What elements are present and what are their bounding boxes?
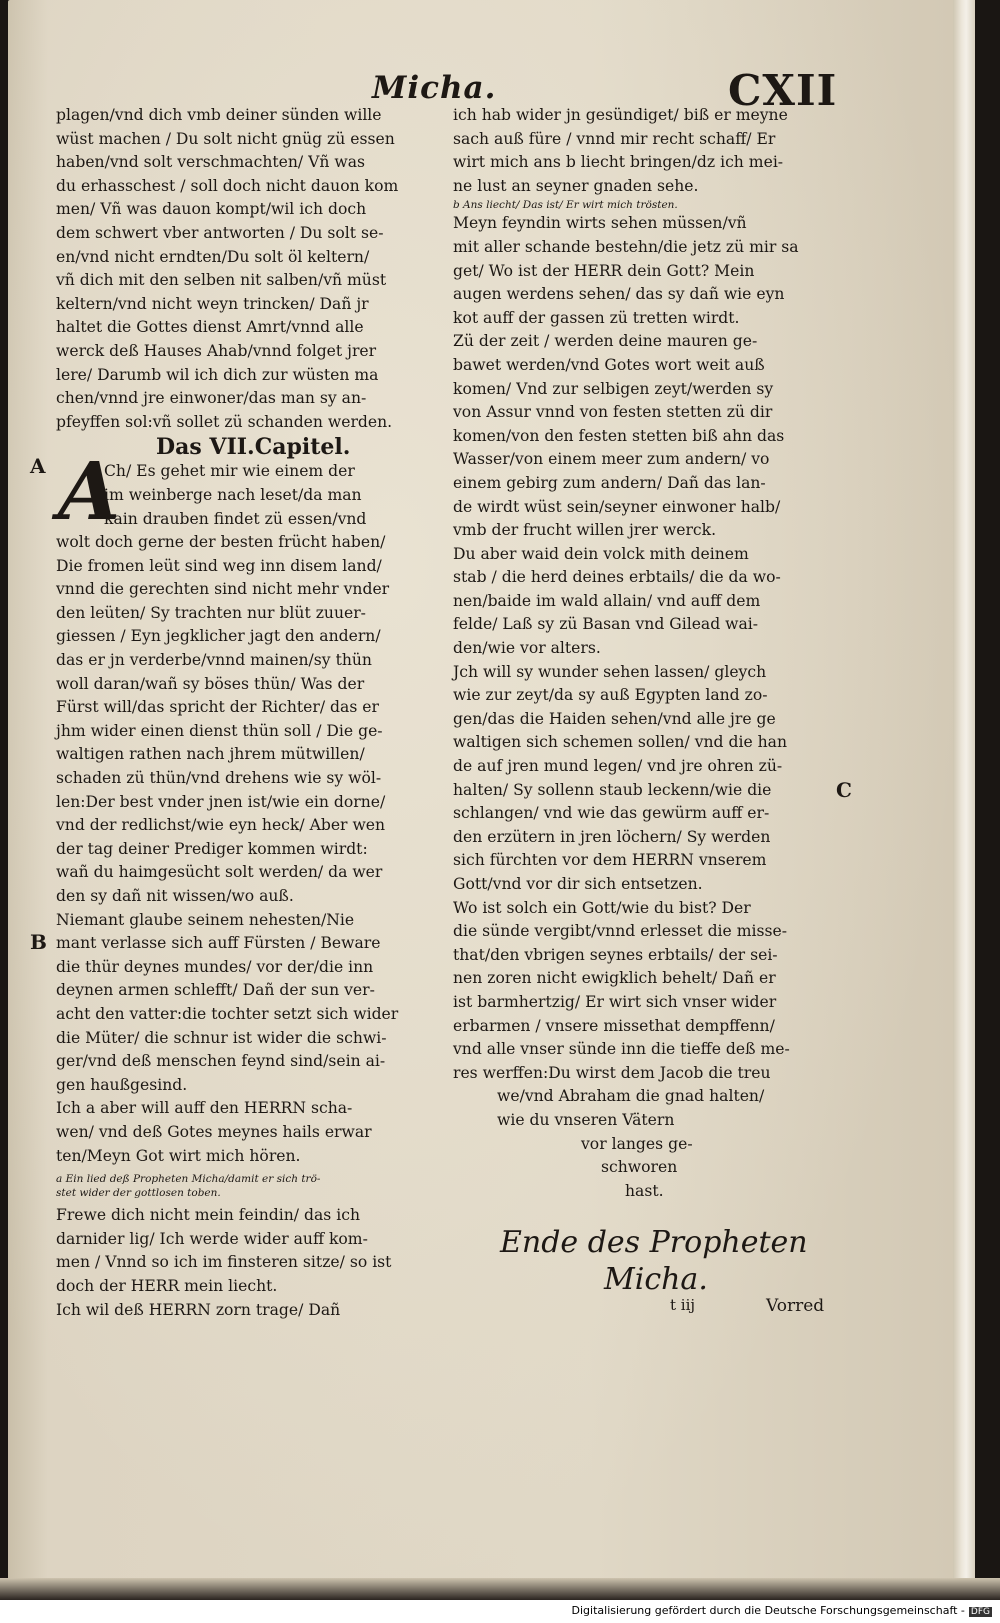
text-line: nen/baide im wald allain/ vnd auff dem (453, 591, 761, 610)
text-line: pfeyffen sol:vñ sollet zü schanden werden. (56, 412, 393, 431)
text-line: Zü der zeit / werden deine mauren ge- (453, 332, 758, 351)
text-line: stab / die herd deines erbtails/ die da wo- (453, 568, 781, 587)
text-line: get/ Wo ist der HERR dein Gott? Mein (453, 261, 755, 280)
text-line: len:Der best vnder jnen ist/wie ein dorne/ (56, 792, 386, 811)
text-line: haben/vnd solt verschmachten/ Vñ was (56, 153, 366, 172)
text-line: en/vnd nicht erndten/Du solt öl keltern/ (56, 247, 370, 266)
text-line: we/vnd Abraham die gnad halten/ (497, 1087, 765, 1106)
text-line: schaden zü thün/vnd drehens wie sy wöl- (56, 769, 382, 788)
margin-letter-b: B (30, 930, 47, 954)
text-line: mit aller schande bestehn/die jetz zü mir sa (453, 237, 799, 256)
text-line: Jch will sy wunder sehen lassen/ gleych (453, 662, 767, 681)
text-line: Ich wil deß HERRN zorn trage/ Dañ (56, 1300, 341, 1319)
text-line: Wasser/von einem meer zum andern/ vo (453, 450, 770, 469)
text-line: sich fürchten vor dem HERRN vnserem (453, 851, 767, 870)
text-line: jhm wider einen dienst thün soll / Die ge- (56, 721, 383, 740)
text-line: wie zur zeyt/da sy auß Egypten land zo- (453, 686, 768, 705)
left-text-block-2 (56, 460, 444, 1168)
digitization-footer (572, 1604, 992, 1617)
text-line: von Assur vnnd von festen stetten zü dir (453, 403, 773, 422)
left-text-block-3 (56, 1204, 444, 1322)
text-line: komen/ Vnd zur selbigen zeyt/werden sy (453, 379, 774, 398)
text-line: giessen / Eyn jegklicher jagt den andern/ (56, 627, 381, 646)
catchword: Vorred (766, 1296, 825, 1316)
text-line: wüst machen / Du solt nicht gnüg zü essen (56, 129, 395, 148)
text-line: den erzütern in jren löchern/ Sy werden (453, 827, 771, 846)
text-line: das er jn verderbe/vnnd mainen/sy thün (56, 651, 372, 670)
text-line: Gott/vnd vor dir sich entsetzen. (453, 875, 703, 893)
folio-number: CXII (728, 66, 838, 115)
text-line: ist barmhertzig/ Er wirt sich vnser wider (453, 992, 777, 1011)
text-line: ne lust an seyner gnaden sehe. (453, 176, 699, 195)
text-line: vnnd die gerechten sind nicht mehr vnder (56, 580, 390, 599)
initial-letter: A (58, 444, 121, 538)
text-line: men / Vnnd so ich im finsteren sitze/ so ist (56, 1253, 392, 1272)
text-line: wolt doch gerne der besten frücht haben/ (56, 533, 386, 552)
text-line: Die fromen leüt sind weg inn disem land/ (56, 556, 382, 575)
left-column (56, 104, 444, 1322)
text-line: vmb der frucht willen jrer werck. (453, 521, 717, 540)
page-bottom-edge (0, 1578, 1000, 1600)
text-line: vor langes ge- (581, 1134, 693, 1153)
text-line: ger/vnd deß menschen feynd sind/sein ai- (56, 1052, 386, 1071)
text-line: gen haußgesind. (56, 1075, 188, 1094)
right-marginal-note: b Ans liecht/ Das ist/ Er wirt mich trösten. (453, 199, 678, 212)
text-line: woll daran/wañ sy böses thün/ Was der (56, 674, 365, 693)
text-line: Ch/ Es gehet mir wie einem der (104, 462, 355, 481)
text-line: lere/ Darumb wil ich dich zur wüsten ma (56, 365, 379, 384)
text-line: chen/vnnd jre einwoner/das man sy an- (56, 389, 367, 408)
left-text-block-1 (56, 104, 444, 434)
text-line: den/wie vor alters. (453, 639, 601, 658)
text-line: vñ dich mit den selben nit salben/vñ müst (56, 271, 387, 290)
text-line: res werffen:Du wirst dem Jacob die treu (453, 1063, 771, 1082)
running-title: Micha. (372, 70, 497, 106)
text-line: Meyn feyndin wirts sehen müssen/vñ (453, 214, 747, 233)
text-line: du erhasschest / soll doch nicht dauon kom (56, 176, 399, 195)
text-line: de wirdt wüst sein/seyner einwoner halb/ (453, 497, 781, 516)
text-line: sach auß füre / vnnd mir recht schaff/ Er (453, 129, 776, 148)
margin-letter-a: A (30, 454, 46, 478)
text-line: im weinberge nach leset/da man (104, 485, 362, 504)
text-line: wie du vnseren Vätern (497, 1110, 675, 1129)
text-line: den sy dañ nit wissen/wo auß. (56, 887, 294, 905)
text-line: bawet werden/vnd Gotes wort weit auß (453, 355, 765, 374)
footer-text: Digitalisierung gefördert durch die Deutsche Forschungsgemeinschaft - (571, 1604, 965, 1617)
text-line: mant verlasse sich auff Fürsten / Beware (56, 934, 381, 953)
text-line: haltet die Gottes dienst Amrt/vnnd alle (56, 318, 364, 337)
text-line: ich hab wider jn gesündiget/ biß er meyne (453, 106, 788, 124)
signature-mark: t iij (670, 1296, 696, 1314)
text-line: die Müter/ die schnur ist wider die schwi- (56, 1028, 387, 1047)
text-line: die sünde vergibt/vnnd erlesset die misse- (453, 922, 787, 941)
text-line: wañ du haimgesücht solt werden/ da wer (56, 863, 383, 882)
text-line: men/ Vñ was dauon kompt/wil ich doch (56, 200, 367, 219)
right-text-block-2 (453, 212, 845, 1203)
text-line: den leüten/ Sy trachten nur blüt zuuer- (56, 603, 366, 622)
text-line: Niemant glaube seinem nehesten/Nie (56, 910, 355, 929)
text-line: wirt mich ans b liecht bringen/dz ich mei- (453, 153, 784, 172)
text-line: komen/von den festen stetten biß ahn das (453, 426, 785, 445)
text-line: darnider lig/ Ich werde wider auff kom- (56, 1229, 368, 1248)
text-line: vnd der redlichst/wie eyn heck/ Aber wen (56, 816, 386, 835)
text-line: Du aber waid dein volck mith deinem (453, 544, 749, 563)
text-line: deynen armen schlefft/ Dañ der sun ver- (56, 981, 375, 1000)
text-line: keltern/vnd nicht weyn trincken/ Dañ jr (56, 294, 369, 313)
text-line: kot auff der gassen zü tretten wirdt. (453, 308, 740, 327)
text-line: werck deß Hauses Ahab/vnnd folget jrer (56, 341, 377, 360)
text-line: augen werdens sehen/ das sy dañ wie eyn (453, 285, 785, 304)
text-line: waltigen sich schemen sollen/ vnd die han (453, 733, 788, 752)
text-line: dem schwert vber antworten / Du solt se- (56, 223, 384, 242)
text-line: hast. (625, 1181, 664, 1200)
text-line: waltigen rathen nach jhrem mütwillen/ (56, 745, 365, 764)
text-line: that/den vbrigen seynes erbtails/ der sei- (453, 945, 778, 964)
text-line: Ich a aber will auff den HERRN scha- (56, 1099, 353, 1118)
text-line: felde/ Laß sy zü Basan vnd Gilead wai- (453, 615, 759, 634)
text-line: gen/das die Haiden sehen/vnd alle jre ge (453, 709, 776, 728)
text-line: wen/ vnd deß Gotes meynes hails erwar (56, 1122, 372, 1141)
text-line: nen zoren nicht ewigklich behelt/ Dañ er (453, 969, 776, 988)
text-line: plagen/vnd dich vmb deiner sünden wille (56, 106, 382, 124)
text-line: schlangen/ vnd wie das gewürm auff er- (453, 804, 770, 823)
text-line: die thür deynes mundes/ vor der/die inn (56, 957, 374, 976)
text-line: stet wider der gottlosen toben. (56, 1187, 221, 1200)
text-line: acht den vatter:die tochter setzt sich wider (56, 1004, 399, 1023)
text-line: a Ein lied deß Propheten Micha/damit er sich trö- (56, 1173, 321, 1186)
dfg-logo: DFG (970, 1607, 990, 1617)
text-line: halten/ Sy sollenn staub leckenn/wie die (453, 780, 772, 799)
text-line: ten/Meyn Got wirt mich hören. (56, 1146, 301, 1165)
text-line: Wo ist solch ein Gott/wie du bist? Der (453, 898, 751, 917)
right-text-block-1 (453, 104, 845, 198)
text-line: vnd alle vnser sünde inn die tieffe deß me- (453, 1040, 790, 1059)
margin-letter-c: C (836, 778, 852, 802)
right-column (453, 104, 845, 1203)
text-line: der tag deiner Prediger kommen wirdt: (56, 839, 368, 858)
text-line: kain drauben findet zü essen/vnd (104, 509, 367, 528)
text-line: Frewe dich nicht mein feindin/ das ich (56, 1206, 361, 1225)
ending-name: Micha. (604, 1262, 708, 1297)
text-line: schworen (601, 1158, 678, 1177)
text-line: Fürst will/das spricht der Richter/ das er (56, 698, 379, 717)
text-line: doch der HERR mein liecht. (56, 1276, 278, 1295)
text-line: erbarmen / vnsere missethat dempffenn/ (453, 1016, 775, 1035)
left-marginal-note (56, 1172, 444, 1200)
text-line: einem gebirg zum andern/ Dañ das lan- (453, 473, 766, 492)
text-line: de auf jren mund legen/ vnd jre ohren zü- (453, 757, 783, 776)
page-fold (953, 0, 975, 1600)
chapter-heading: Das VII.Capitel. (156, 434, 351, 461)
ending-title: Ende des Propheten (500, 1225, 808, 1260)
